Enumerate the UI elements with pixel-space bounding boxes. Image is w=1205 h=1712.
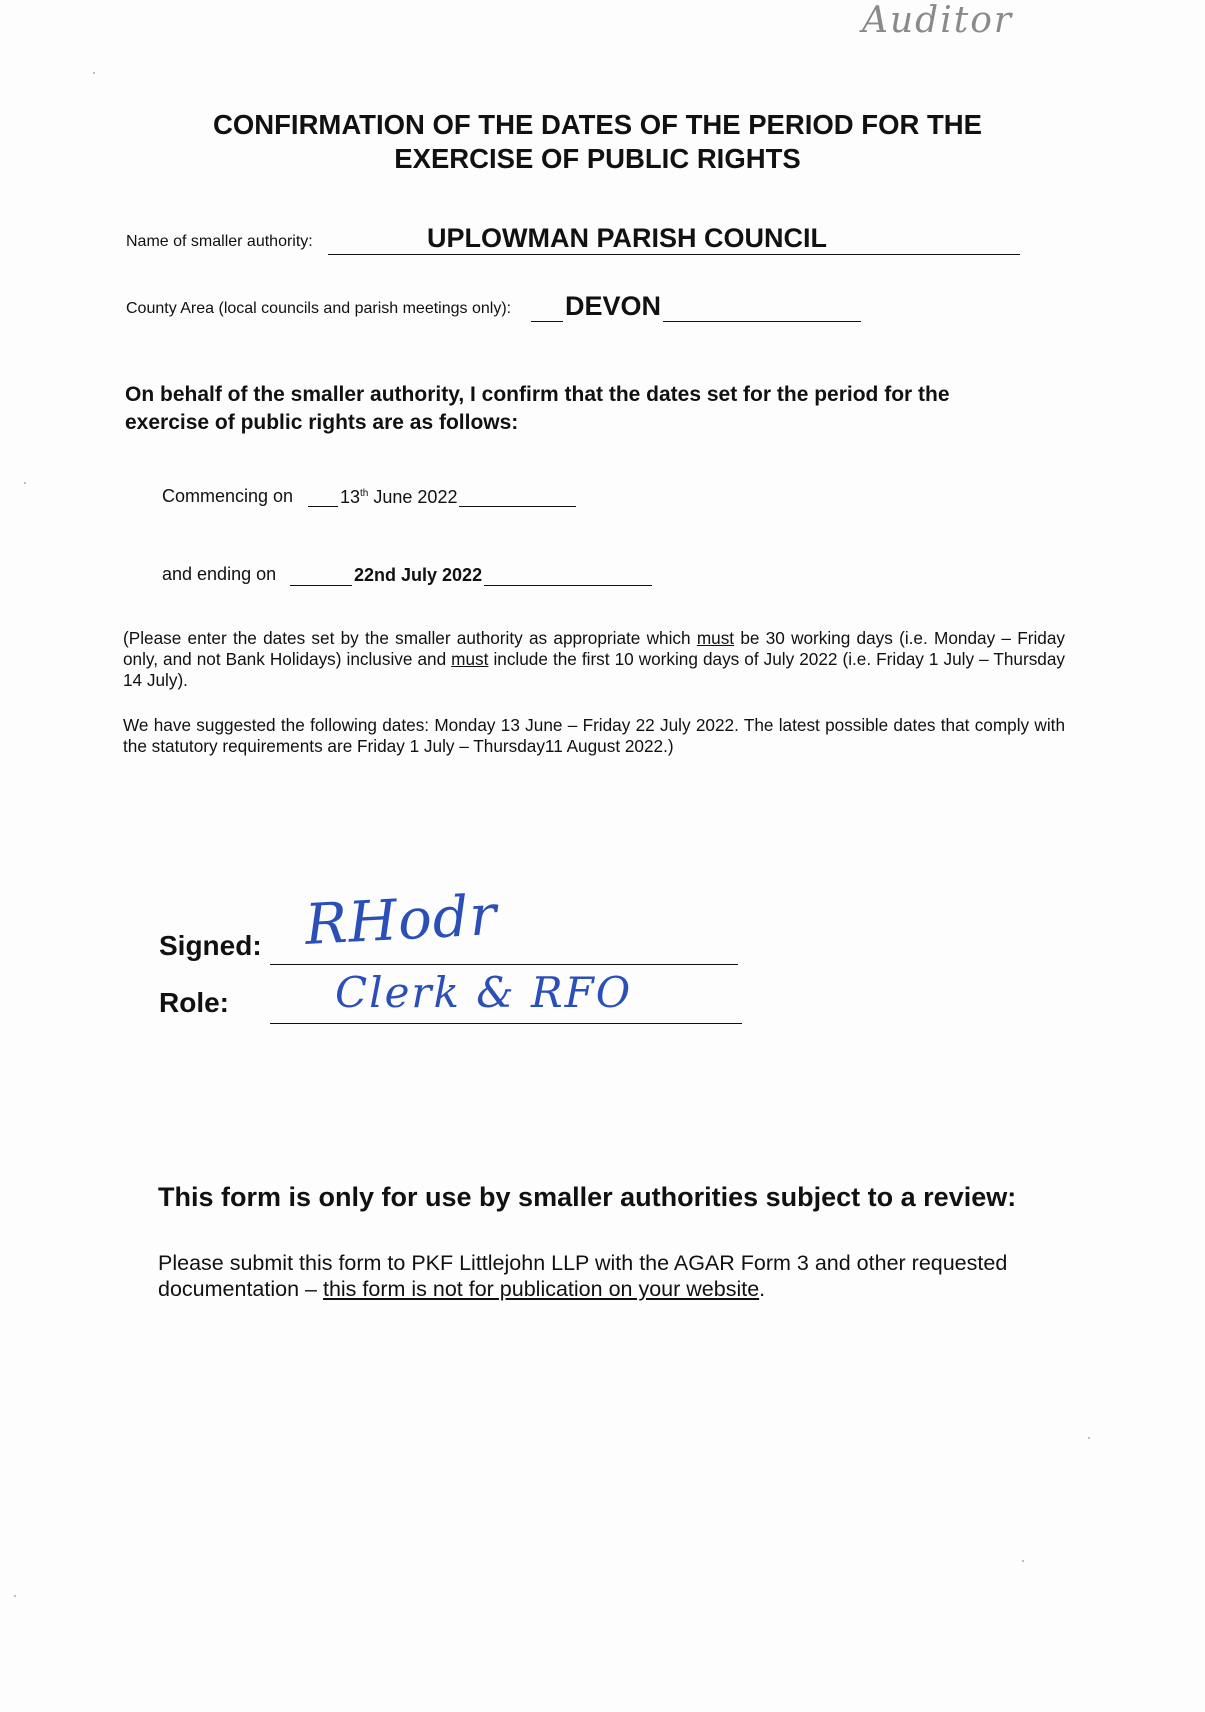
confirm-line-2: exercise of public rights are as follows: [125, 411, 519, 434]
footer-text-main: Please submit this form to PKF Littlejohn LLP with the AGAR Form 3 and other requested documentation – [158, 1251, 1008, 1301]
suggested-dates-paragraph: We have suggested the following dates: Monday 13 June – Friday 22 July 2022. The latest possible dates that comply with the statutory requirements are Friday 1 July – Thursday11 August 2022.) [123, 715, 1065, 756]
commencing-label: Commencing on [162, 486, 294, 506]
instructions-text-1: (Please enter the dates set by the smaller authority as appropriate which [123, 628, 691, 648]
commencing-day-suffix: th [360, 488, 369, 499]
page-title [120, 108, 1075, 176]
commencing-month-year: June 2022 [373, 487, 458, 507]
footer-text [158, 1250, 1058, 1302]
footer-heading: This form is only for use by smaller authorities subject to a review: [158, 1182, 1017, 1212]
confirm-line-1: On behalf of the smaller authority, I confirm that the dates set for the period for the [125, 383, 950, 406]
not-for-publication-note: this form is not for publication on your website [322, 1277, 760, 1301]
footer-text-end: . [759, 1277, 766, 1301]
scan-speck [93, 72, 95, 74]
instructions-paragraph [123, 628, 1065, 691]
confirmation-statement [125, 381, 1025, 437]
title-line-1: CONFIRMATION OF THE DATES OF THE PERIOD FOR THE [213, 109, 982, 140]
signed-label: Signed: [159, 930, 262, 961]
county-field[interactable]: DEVON [565, 291, 662, 321]
ending-label: and ending on [162, 564, 277, 584]
title-line-2: EXERCISE OF PUBLIC RIGHTS [394, 143, 801, 174]
county-label: County Area (local councils and parish meetings only): [126, 300, 512, 317]
instructions-must-2: must [451, 649, 489, 669]
scan-speck [1022, 1560, 1024, 1562]
instructions-text-3: include the first 10 working days of July 2022 (i.e. Friday 1 July – Thursday 14 July). [123, 649, 1066, 690]
commencing-date-field[interactable] [338, 487, 459, 508]
scan-speck [1088, 1437, 1090, 1439]
handwritten-signature[interactable]: RHodr [303, 883, 499, 958]
handwritten-auditor-note: Auditor [862, 0, 1014, 41]
scan-speck [24, 482, 26, 484]
instructions-must-1: must [696, 628, 735, 648]
authority-label: Name of smaller authority: [126, 233, 313, 250]
authority-name-field[interactable]: UPLOWMAN PARISH COUNCIL [427, 223, 827, 253]
ending-date-field[interactable]: 22nd July 2022 [354, 565, 483, 585]
scan-speck [14, 1595, 16, 1597]
instructions-text-2: be 30 working days (i.e. Monday – Friday only, and not Bank Holidays) inclusive and [123, 628, 1065, 669]
handwritten-role[interactable]: Clerk & RFO [335, 968, 633, 1017]
role-label: Role: [159, 987, 229, 1018]
commencing-day: 13 [340, 487, 361, 507]
